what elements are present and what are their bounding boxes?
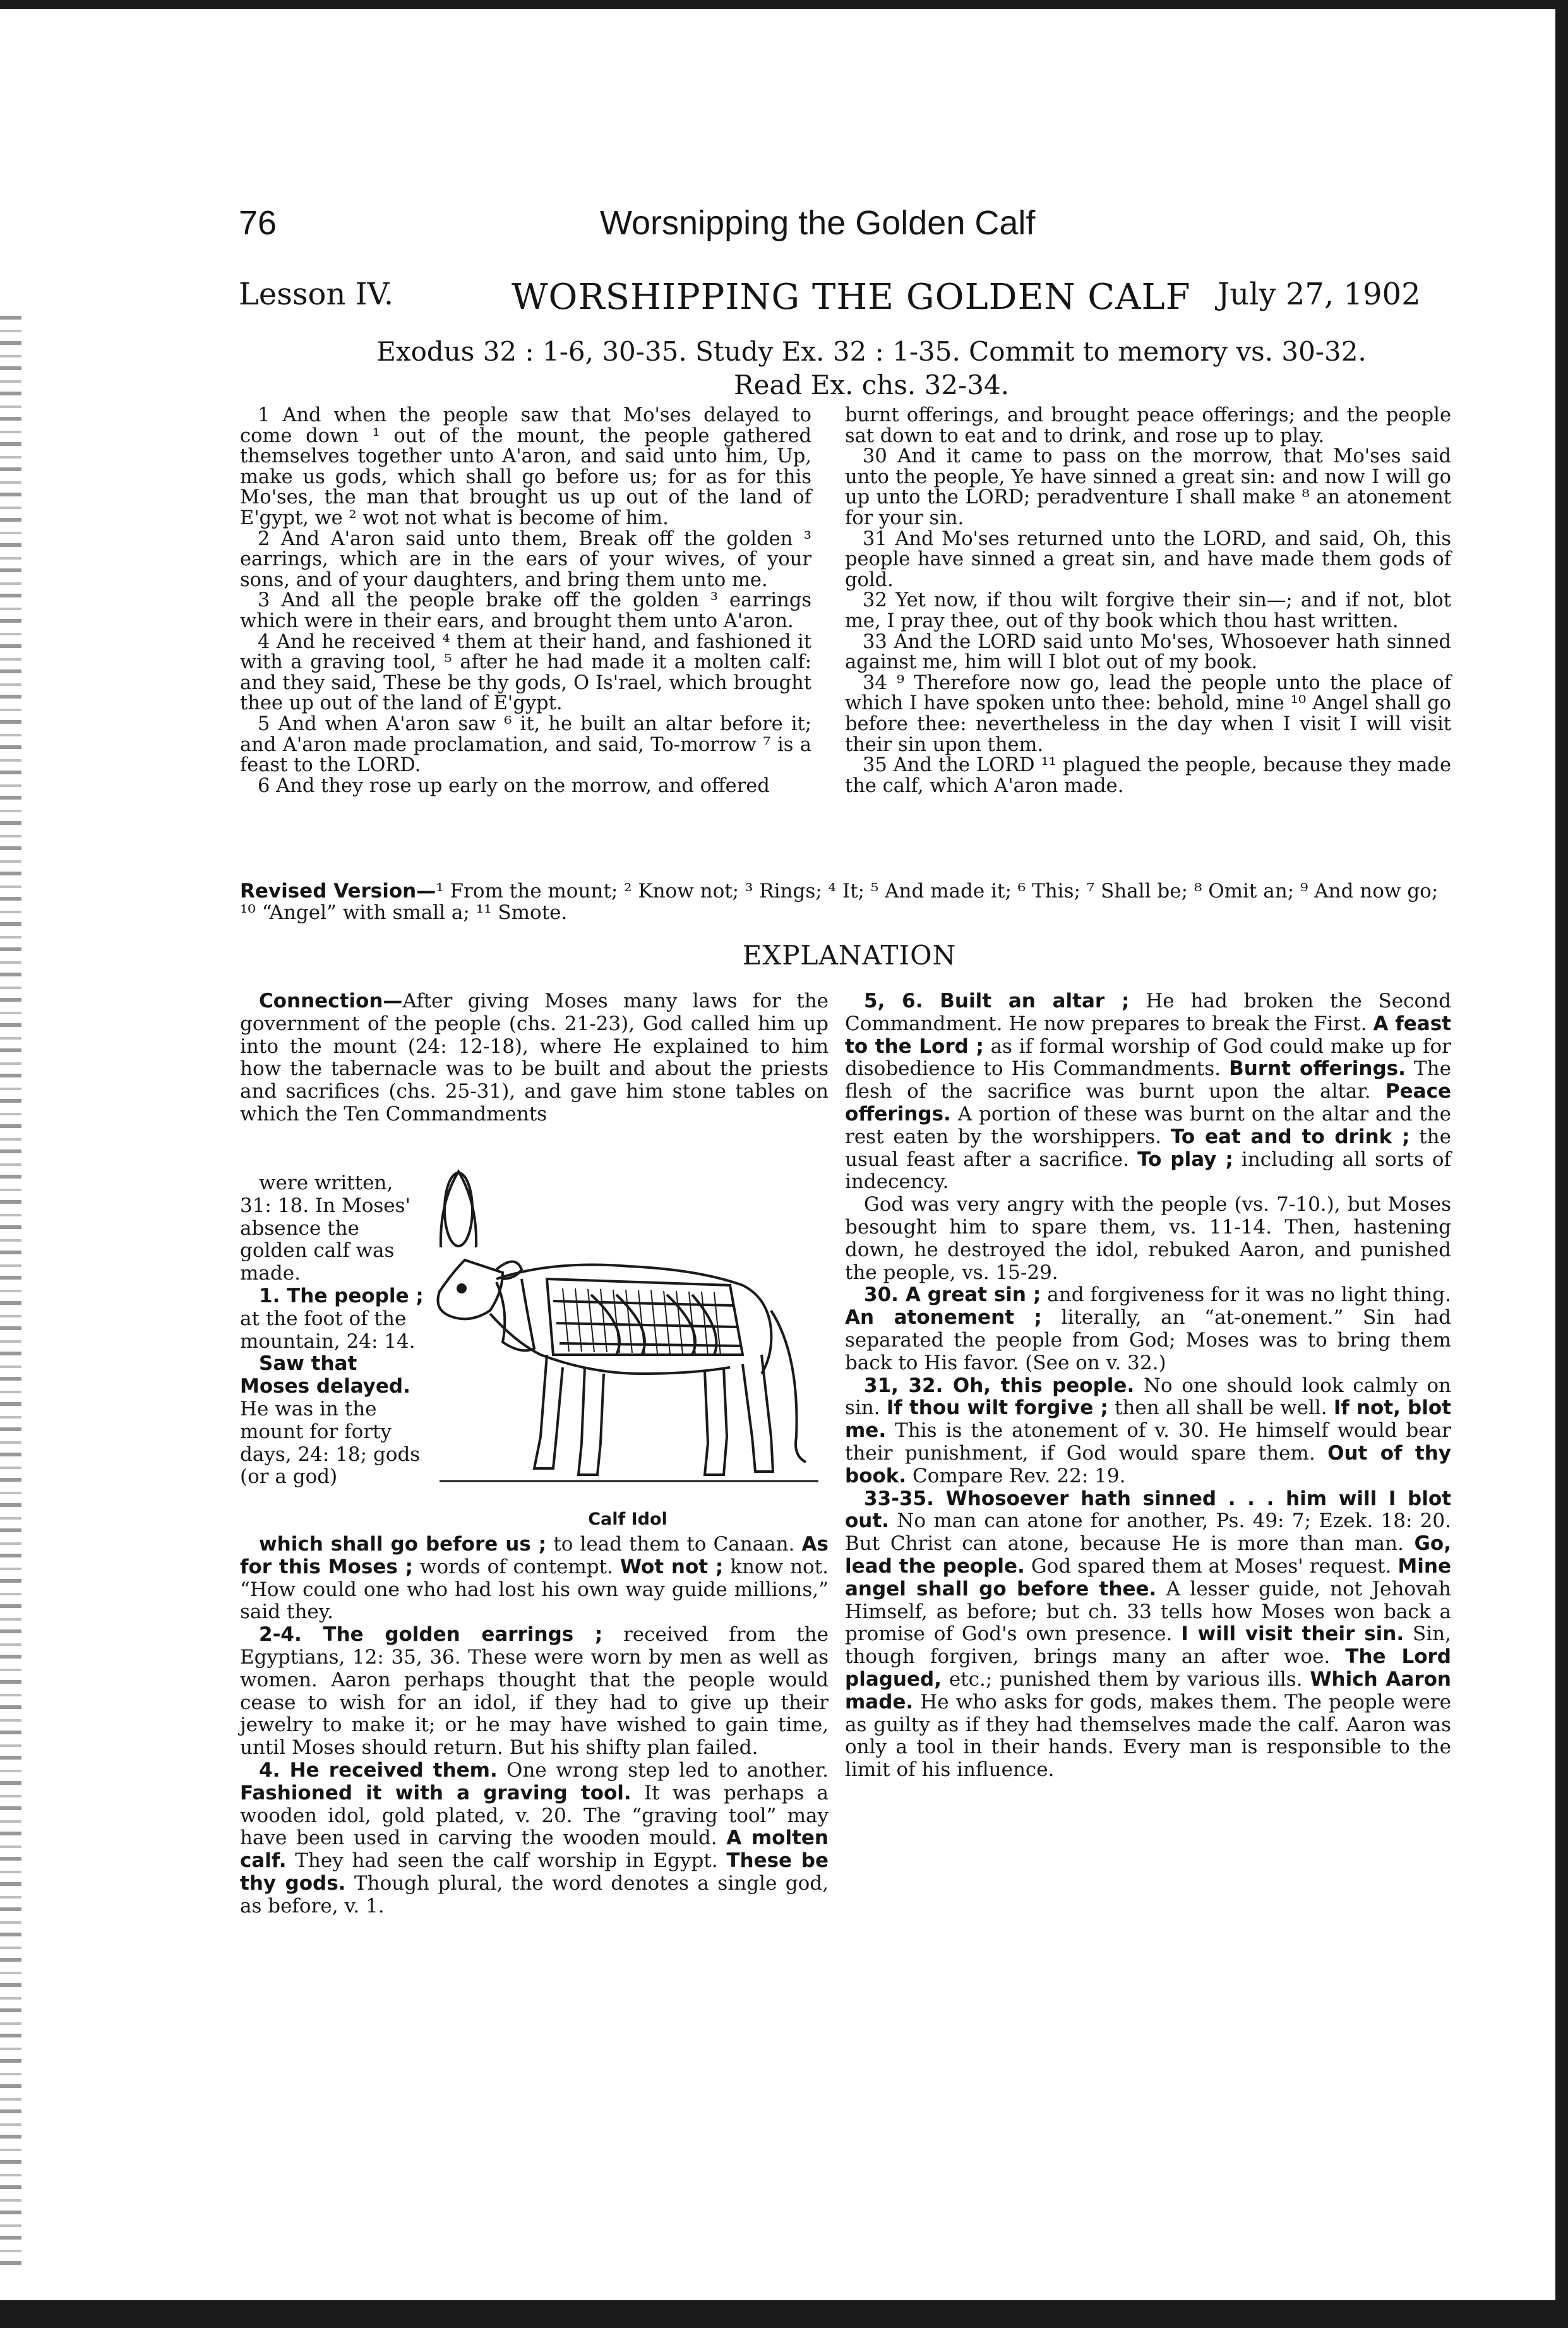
explanation-term: 2-4. The golden earrings ; [259,1623,603,1647]
explanation-text: literally, an “at-onement.” Sin had separated the people from God; Moses was to bring them back to His favor. (See on v. 32.) [845,1306,1451,1374]
explanation-term: 30. A great sin ; [864,1283,1041,1307]
explanation-term: Which Aaron made. [845,1667,1451,1713]
explanation-text: as if formal worship of God could make up for disobedience to His Commandments. [845,1035,1451,1081]
explanation-term: 1. The people ; [259,1284,424,1307]
explanation-term: If not, blot me. [845,1396,1451,1443]
explanation-text: The flesh of the sacrifice was burnt upon the altar. [845,1057,1451,1103]
explanation-text: including all sorts of indecency. [845,1148,1451,1194]
scripture-verse: 2 And A'aron said unto them, Break off the golden ³ earrings, which are in the ears of your wives, of your sons, and of your daughters, and bring them unto me. [240,527,811,591]
calf-idol-illustration [427,1165,829,1519]
explanation-text: After giving Moses many laws for the government of the people (chs. 21-23), God called him up into the mount (24: 12-18), where He explained to him how the tabernacle was to be built and about the priests and sacrifices (chs. 25-31), and gave him stone tables on which the Ten Commandments [240,990,829,1125]
scripture-verse: 34 ⁹ Therefore now go, lead the people unto the place of which I have spoken unto thee: behold, mine ¹⁰ Angel shall go before thee: nevertheless in the day when I visit I will visit their sin upon them. [845,671,1451,756]
explanation-paragraph [240,1533,829,1624]
explanation-text: at the foot of the mountain, 24: 14. [240,1307,416,1353]
explanation-text: One wrong step led to another. [497,1758,829,1782]
explanation-term: To play ; [1137,1148,1233,1171]
calf-idol-drawing [427,1165,829,1506]
explanation-heading: EXPLANATION [742,940,957,971]
lesson-date: July 27, 1902 [1218,277,1421,312]
explanation-term: Burnt offerings. [1229,1057,1406,1081]
revised-version-label: Revised Version— [240,880,436,903]
scripture-column-left [240,405,811,796]
explanation-text: A lesser guide, not Jehovah Himself, as before; but ch. 33 tells how Moses won back a promise of God's own presence. [845,1577,1451,1646]
explanation-text: words of contempt. [413,1555,620,1578]
explanation-term: Peace offerings. [845,1080,1451,1125]
explanation-text: and forgiveness for it was no light thing. [1041,1283,1451,1307]
explanation-text: then all shall be well. [1108,1396,1334,1420]
explanation-text: God spared them at Moses' request. [1024,1554,1398,1578]
explanation-paragraph [845,1194,1451,1284]
explanation-text: the usual feast after a sacrifice. [845,1125,1451,1171]
explanation-text: A portion of these was burnt on the altar and the rest eaten by the worshippers. [845,1102,1451,1148]
explanation-term: Saw that Moses delayed. [240,1352,410,1398]
explanation-text: He was in the mount for forty days, 24: 18; gods (or a god) [240,1397,421,1489]
explanation-left-beside-image [240,1172,429,1489]
explanation-text: God was very angry with the people (vs. 7-10.), but Moses besought him to spare them, vs. 11-14. Then, hastening down, he destroyed the idol, rebuked Aaron, and punished the people, vs. 15-29. [845,1193,1451,1284]
explanation-paragraph [240,1760,829,1918]
explanation-term: Wot not ; [619,1555,724,1578]
explanation-term: 4. He received them. [259,1758,498,1782]
explanation-term: 33-35. Whosoever hath sinned . . . him will I blot out. [845,1487,1451,1533]
scripture-column-right [845,405,1451,796]
explanation-term: Mine angel shall go before thee. [845,1554,1451,1600]
explanation-text: Compare Rev. 22: 19. [906,1464,1126,1487]
scripture-verse: 30 And it came to pass on the morrow, that Mo'ses said unto the people, Ye have sinned a great sin: and now I will go up unto the LORD; peradventure I shall make ⁸ an atonement for your sin. [845,445,1451,529]
explanation-term: If thou wilt forgive ; [886,1396,1108,1420]
scripture-verse: 6 And they rose up early on the morrow, and offered [258,774,770,797]
explanation-paragraph [845,1375,1451,1488]
explanation-text: Sin, though forgiven, brings many an after woe. [845,1623,1451,1669]
explanation-text: know not. “How could one who had lost his own way guide millions,” said they. [240,1555,829,1624]
revised-version-text: ¹ From the mount; ² Know not; ³ Rings; ⁴ It; ⁵ And made it; ⁶ This; ⁷ Shall be; ⁸ Omit an; ⁹ And now go; ¹⁰ “Angel” with small a; ¹¹ Smote. [240,880,1439,924]
explanation-text: Though plural, the word denotes a single god, as before, v. 1. [240,1871,829,1917]
explanation-paragraph [845,990,1451,1194]
page-number: 76 [239,204,277,242]
explanation-term: I will visit their sin. [1181,1623,1404,1646]
explanation-term: To eat and to drink ; [1170,1125,1410,1148]
scripture-verse: 35 And the LORD ¹¹ plagued the people, because they made the calf, which A'aron made. [845,754,1451,797]
explanation-term: A feast to the Lord ; [845,1012,1451,1058]
explanation-term: Connection— [259,990,403,1012]
explanation-term: 31, 32. Oh, this people. [864,1374,1135,1397]
explanation-paragraph [845,1284,1451,1374]
scripture-verse: 4 And he received ⁴ them at their hand, and fashioned it with a graving tool, ⁵ after he had made it a molten calf: and they said, These be thy gods, O Is'rael, which brought thee up out of the land of E'gypt. [240,630,811,715]
explanation-term: As for this Moses ; [240,1533,829,1578]
running-title: Worsnipping the Golden Calf [600,204,1036,242]
lesson-title: WORSHIPPING THE GOLDEN CALF [512,277,1191,318]
scripture-verse: burnt offerings, and brought peace offerings; and the people sat down to eat and to drink, and rose up to play. [845,404,1451,447]
explanation-text: received from the Egyptians, 12: 35, 36. These were worn by men as well as women. Aaron perhaps thought that the people would cease to wish for an idol, if they had to give up their jewelry to make it; or he may have wished to gain time, until Moses should return. But his shifty plan failed. [240,1623,829,1760]
explanation-paragraph [240,1285,429,1353]
explanation-text: etc.; punished them by various ills. [942,1667,1310,1691]
scan-border-bottom [0,2300,1568,2328]
explanation-paragraph [240,1624,829,1760]
explanation-paragraph [240,990,829,1126]
scripture-verse: 33 And the LORD said unto Mo'ses, Whosoever hath sinned against me, him will I blot out of my book. [845,630,1451,674]
explanation-text: No one should look calmly on sin. [845,1374,1452,1420]
scan-border-top [0,0,1568,9]
explanation-term: These be thy gods. [240,1849,829,1895]
scripture-verse: 31 And Mo'ses returned unto the LORD, and said, Oh, this people have sinned a great sin, and have made them gods of gold. [845,527,1451,591]
scripture-verse: 1 And when the people saw that Mo'ses delayed to come down ¹ out of the mount, the people gathered themselves together unto A'aron, and said unto him, Up, make us gods, which shall go before us; for as for this Mo'ses, the man that brought us up out of the land of E'gypt, we ² wot not what is become of him. [240,404,811,529]
scripture-verse: 32 Yet now, if thou wilt forgive their sin—; and if not, blot me, I pray thee, out of thy book which thou hast written. [845,589,1451,632]
scan-border-right [1555,0,1568,2328]
explanation-right-column [845,990,1451,1782]
scripture-reference: Exodus 32 : 1-6, 30-35. Study Ex. 32 : 1-35. Commit to memory vs. 30-32. [376,336,1367,367]
explanation-text: to lead them to Canaan. [546,1533,802,1556]
reading-reference: Read Ex. chs. 32-34. [733,369,1010,400]
scripture-verse: 3 And all the people brake off the golden ³ earrings which were in their ears, and brought them unto A'aron. [240,589,811,632]
explanation-paragraph [240,1353,429,1489]
explanation-text: He had broken the Second Commandment. He now prepares to break the First. [845,990,1451,1035]
lesson-label: Lesson IV. [239,277,394,312]
explanation-left-bottom [240,1533,829,1918]
scan-edge-left [0,316,21,2274]
revised-version-notes [240,880,1459,923]
explanation-paragraph [845,1488,1451,1782]
explanation-term: An atonement ; [845,1306,1042,1329]
explanation-term: Go, lead the people. [845,1532,1451,1578]
explanation-term: A molten calf. [240,1827,829,1873]
explanation-text: This is the atonement of v. 30. He himself would bear their punishment, if God would spare them. [845,1419,1451,1465]
scripture-verse: 5 And when A'aron saw ⁶ it, he built an altar before it; and A'aron made proclamation, and said, To-morrow ⁷ is a feast to the LORD. [240,712,811,777]
explanation-term: Out of thy book. [845,1441,1451,1487]
explanation-term: which shall go before us ; [259,1533,547,1556]
explanation-text: He who asks for gods, makes them. The people were as guilty as if they had themselves made the calf. Aaron was only a tool in their hands. Every man is responsible to the limit of his influence. [845,1690,1451,1782]
explanation-text: They had seen the calf worship in Egypt. [286,1849,727,1873]
explanation-left-top [240,990,829,1126]
illustration-caption: Calf Idol [588,1509,667,1529]
explanation-text: It was perhaps a wooden idol, gold plated, v. 20. The “graving tool” may have been used in carving the wooden mould. [240,1781,829,1850]
explanation-text: were written, 31: 18. In Moses' absence the golden calf was made. [240,1172,411,1285]
explanation-term: The Lord plagued, [845,1645,1451,1691]
explanation-term: 5, 6. Built an altar ; [864,990,1130,1012]
explanation-text: No man can atone for another, Ps. 49: 7; Ezek. 18: 20. But Christ can atone, because He is more than man. [845,1509,1451,1556]
explanation-paragraph [240,1172,429,1285]
explanation-term: Fashioned it with a graving tool. [240,1781,631,1804]
